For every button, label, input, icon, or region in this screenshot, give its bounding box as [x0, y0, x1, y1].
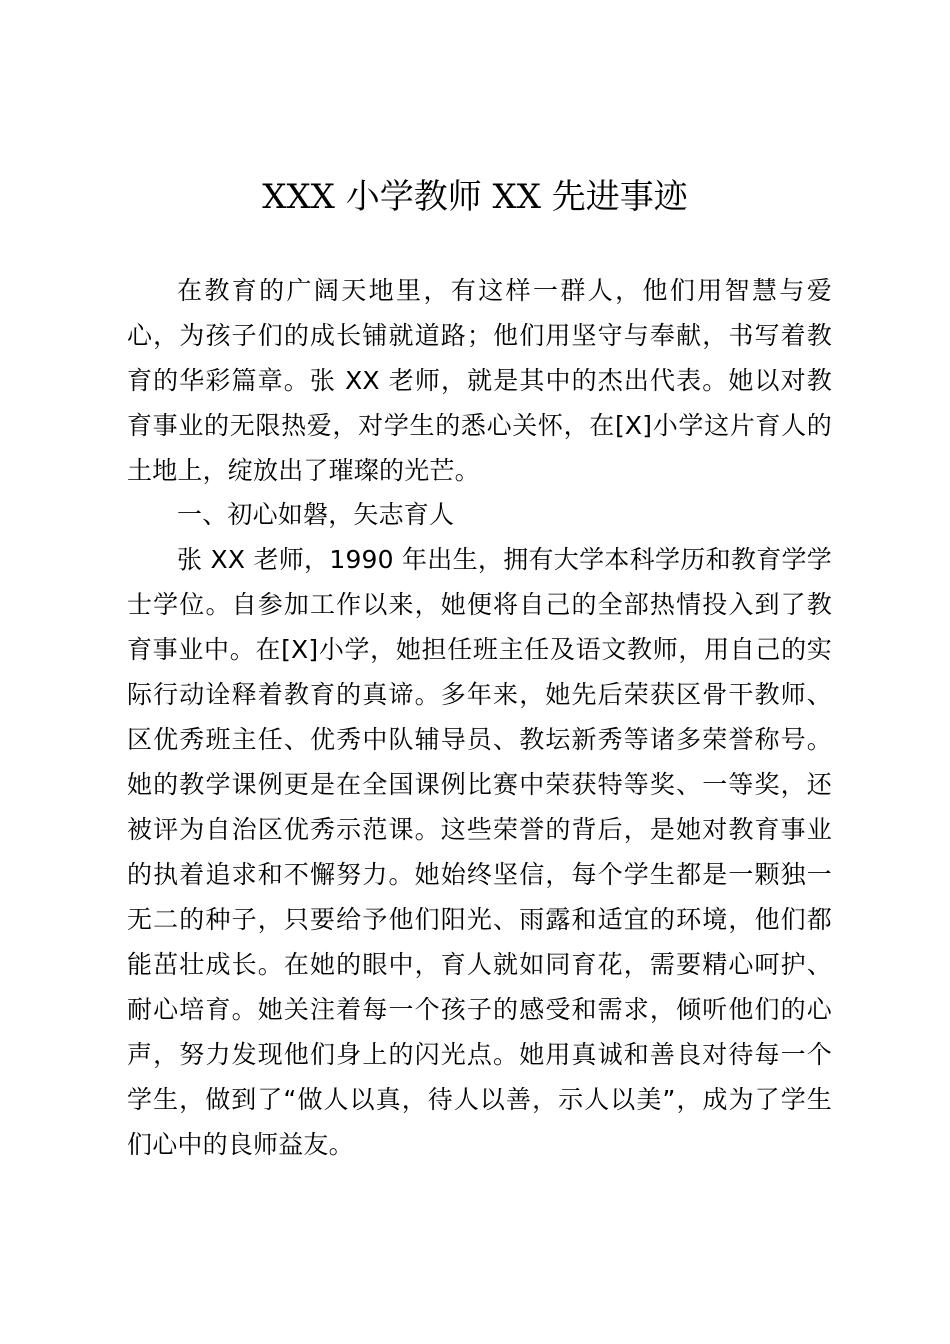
section-paragraph: 张 XX 老师，1990 年出生，拥有大学本科学历和教育学学士学位。自参加工作以来，她便将自己的全部热情投入到了教育事业中。在[X]小学，她担任班主任及语文教师，用自己的实际行动诠释着教育的真谛。多年来，她先后荣获区骨干教师、区优秀班主任、优秀中队辅导员、教坛新秀等诸多荣誉称号。她的教学课例更是在全国课例比赛中荣获特等奖、一等奖，还被评为自治区优秀示范课。这些荣誉的背后，是她对教育事业的执着追求和不懈努力。她始终坚信，每个学生都是一颗独一无二的种子，只要给予他们阳光、雨露和适宜的环境，他们都能茁壮成长。在她的眼中，育人就如同育花，需要精心呵护、耐心培育。她关注着每一个孩子的感受和需求，倾听他们的心声，努力发现他们身上的闪光点。她用真诚和善良对待每一个学生，做到了“做人以真，待人以善，示人以美”，成为了学生们心中的良师益友。 — [127, 545, 832, 1159]
intro-paragraph: 在教育的广阔天地里，有这样一群人，他们用智慧与爱心，为孩子们的成长铺就道路；他们用坚守与奉献，书写着教育的华彩篇章。张 XX 老师，就是其中的杰出代表。她以对教育事业的无限热爱，对学生的悉心关怀，在[X]小学这片育人的土地上，绽放出了璀璨的光芒。 — [127, 276, 832, 485]
document-title: XXX 小学教师 XX 先进事迹 — [262, 177, 688, 217]
section-heading: 一、初心如磐，矢志育人 — [177, 500, 455, 529]
